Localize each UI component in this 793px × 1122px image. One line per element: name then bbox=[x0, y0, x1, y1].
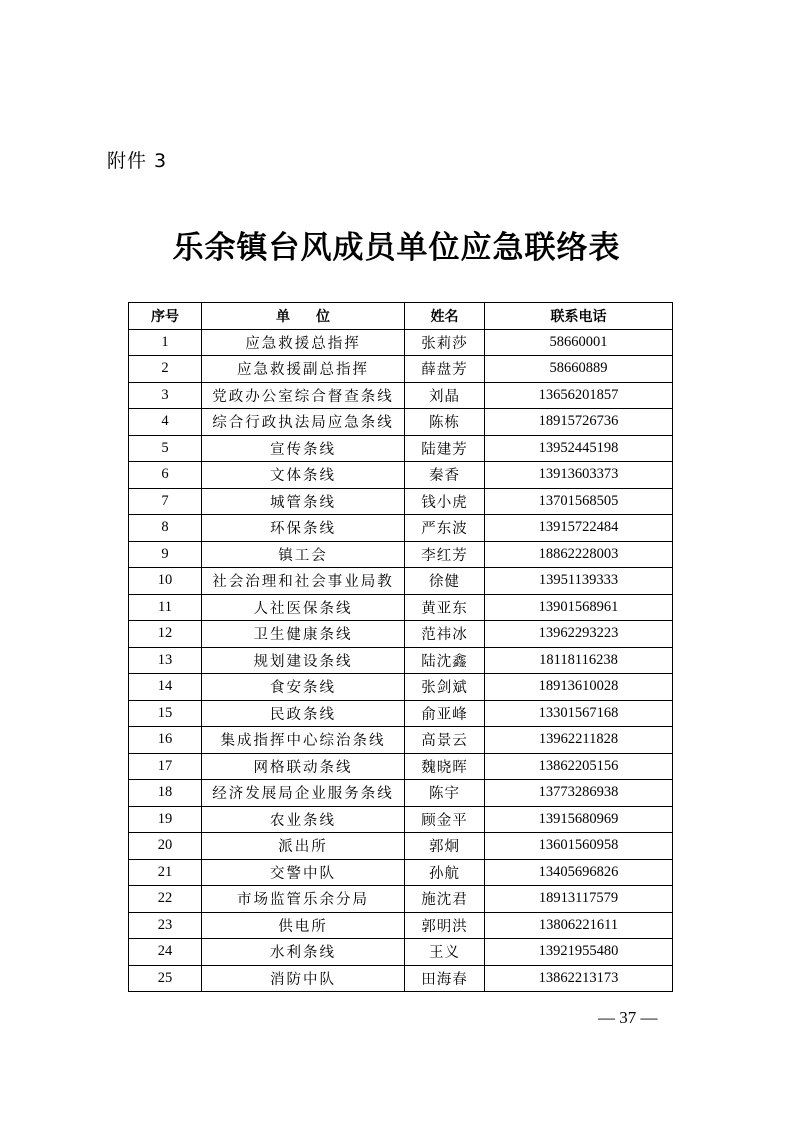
row-name: 陈栋 bbox=[405, 409, 485, 436]
table-row bbox=[129, 753, 673, 780]
row-name: 郭明洪 bbox=[405, 912, 485, 939]
row-phone: 13962211828 bbox=[485, 727, 673, 754]
row-name: 陈宇 bbox=[405, 780, 485, 807]
row-index: 12 bbox=[129, 621, 202, 648]
row-index: 14 bbox=[129, 674, 202, 701]
row-index: 25 bbox=[129, 965, 202, 992]
row-phone: 13952445198 bbox=[485, 435, 673, 462]
row-phone: 18862228003 bbox=[485, 541, 673, 568]
row-name: 张剑斌 bbox=[405, 674, 485, 701]
header-phone: 联系电话 bbox=[485, 303, 673, 330]
table-row bbox=[129, 621, 673, 648]
row-unit: 应急救援副总指挥 bbox=[202, 356, 405, 383]
row-phone: 13915722484 bbox=[485, 515, 673, 542]
row-phone: 13301567168 bbox=[485, 700, 673, 727]
row-name: 高景云 bbox=[405, 727, 485, 754]
row-unit: 宣传条线 bbox=[202, 435, 405, 462]
header-unit: 单位 bbox=[202, 303, 405, 330]
table-row bbox=[129, 939, 673, 966]
row-index: 3 bbox=[129, 382, 202, 409]
row-index: 9 bbox=[129, 541, 202, 568]
row-phone: 13773286938 bbox=[485, 780, 673, 807]
row-phone: 13962293223 bbox=[485, 621, 673, 648]
row-index: 5 bbox=[129, 435, 202, 462]
row-name: 孙航 bbox=[405, 859, 485, 886]
row-index: 2 bbox=[129, 356, 202, 383]
row-index: 15 bbox=[129, 700, 202, 727]
row-index: 13 bbox=[129, 647, 202, 674]
row-index: 17 bbox=[129, 753, 202, 780]
row-name: 魏晓晖 bbox=[405, 753, 485, 780]
row-index: 22 bbox=[129, 886, 202, 913]
row-unit: 镇工会 bbox=[202, 541, 405, 568]
row-index: 19 bbox=[129, 806, 202, 833]
table-row bbox=[129, 727, 673, 754]
row-name: 田海春 bbox=[405, 965, 485, 992]
page-title: 乐余镇台风成员单位应急联络表 bbox=[172, 230, 621, 266]
row-index: 7 bbox=[129, 488, 202, 515]
row-name: 陆建芳 bbox=[405, 435, 485, 462]
row-unit: 供电所 bbox=[202, 912, 405, 939]
table-row bbox=[129, 780, 673, 807]
header-name: 姓名 bbox=[405, 303, 485, 330]
table-row bbox=[129, 859, 673, 886]
row-phone: 13951139333 bbox=[485, 568, 673, 595]
row-phone: 13901568961 bbox=[485, 594, 673, 621]
row-name: 徐健 bbox=[405, 568, 485, 595]
table-row bbox=[129, 647, 673, 674]
row-name: 范祎冰 bbox=[405, 621, 485, 648]
row-phone: 13656201857 bbox=[485, 382, 673, 409]
row-unit: 城管条线 bbox=[202, 488, 405, 515]
row-unit: 市场监管乐余分局 bbox=[202, 886, 405, 913]
table-header-row bbox=[129, 303, 673, 330]
row-unit: 农业条线 bbox=[202, 806, 405, 833]
page-number: — 37 — bbox=[598, 1008, 658, 1027]
table-row bbox=[129, 382, 673, 409]
row-unit: 环保条线 bbox=[202, 515, 405, 542]
row-unit: 派出所 bbox=[202, 833, 405, 860]
row-index: 21 bbox=[129, 859, 202, 886]
row-index: 20 bbox=[129, 833, 202, 860]
row-name: 张莉莎 bbox=[405, 329, 485, 356]
row-index: 4 bbox=[129, 409, 202, 436]
row-unit: 卫生健康条线 bbox=[202, 621, 405, 648]
row-unit: 党政办公室综合督查条线 bbox=[202, 382, 405, 409]
table-row bbox=[129, 568, 673, 595]
row-unit: 文体条线 bbox=[202, 462, 405, 489]
row-index: 11 bbox=[129, 594, 202, 621]
table-row bbox=[129, 594, 673, 621]
row-name: 严东波 bbox=[405, 515, 485, 542]
header-index: 序号 bbox=[129, 303, 202, 330]
row-phone: 13601560958 bbox=[485, 833, 673, 860]
row-name: 施沈君 bbox=[405, 886, 485, 913]
row-phone: 13701568505 bbox=[485, 488, 673, 515]
table-row bbox=[129, 965, 673, 992]
table-row bbox=[129, 886, 673, 913]
row-phone: 13806221611 bbox=[485, 912, 673, 939]
attachment-label: 附件 3 bbox=[107, 150, 168, 172]
table-row bbox=[129, 833, 673, 860]
row-name: 李红芳 bbox=[405, 541, 485, 568]
row-index: 23 bbox=[129, 912, 202, 939]
row-phone: 13862205156 bbox=[485, 753, 673, 780]
row-unit: 消防中队 bbox=[202, 965, 405, 992]
row-phone: 58660001 bbox=[485, 329, 673, 356]
table-row bbox=[129, 674, 673, 701]
row-unit: 社会治理和社会事业局教 bbox=[202, 568, 405, 595]
table-row bbox=[129, 515, 673, 542]
table-row bbox=[129, 329, 673, 356]
row-unit: 网格联动条线 bbox=[202, 753, 405, 780]
row-phone: 18915726736 bbox=[485, 409, 673, 436]
table-body bbox=[129, 329, 673, 992]
row-phone: 58660889 bbox=[485, 356, 673, 383]
row-name: 俞亚峰 bbox=[405, 700, 485, 727]
contact-table bbox=[128, 302, 673, 992]
row-index: 24 bbox=[129, 939, 202, 966]
table-row bbox=[129, 435, 673, 462]
row-unit: 人社医保条线 bbox=[202, 594, 405, 621]
row-index: 8 bbox=[129, 515, 202, 542]
row-index: 1 bbox=[129, 329, 202, 356]
row-unit: 规划建设条线 bbox=[202, 647, 405, 674]
table-row bbox=[129, 541, 673, 568]
table-row bbox=[129, 912, 673, 939]
row-unit: 综合行政执法局应急条线 bbox=[202, 409, 405, 436]
row-index: 10 bbox=[129, 568, 202, 595]
row-unit: 集成指挥中心综治条线 bbox=[202, 727, 405, 754]
row-name: 秦香 bbox=[405, 462, 485, 489]
row-name: 钱小虎 bbox=[405, 488, 485, 515]
row-name: 顾金平 bbox=[405, 806, 485, 833]
table-row bbox=[129, 409, 673, 436]
row-index: 16 bbox=[129, 727, 202, 754]
row-name: 陆沈鑫 bbox=[405, 647, 485, 674]
table-row bbox=[129, 356, 673, 383]
row-phone: 18118116238 bbox=[485, 647, 673, 674]
row-unit: 交警中队 bbox=[202, 859, 405, 886]
row-unit: 水利条线 bbox=[202, 939, 405, 966]
row-phone: 13913603373 bbox=[485, 462, 673, 489]
table-row bbox=[129, 488, 673, 515]
row-name: 刘晶 bbox=[405, 382, 485, 409]
row-phone: 13915680969 bbox=[485, 806, 673, 833]
row-phone: 18913610028 bbox=[485, 674, 673, 701]
table-row bbox=[129, 806, 673, 833]
row-index: 18 bbox=[129, 780, 202, 807]
table-row bbox=[129, 700, 673, 727]
row-unit: 民政条线 bbox=[202, 700, 405, 727]
row-phone: 13862213173 bbox=[485, 965, 673, 992]
row-phone: 18913117579 bbox=[485, 886, 673, 913]
row-phone: 13405696826 bbox=[485, 859, 673, 886]
row-unit: 应急救援总指挥 bbox=[202, 329, 405, 356]
table-row bbox=[129, 462, 673, 489]
row-phone: 13921955480 bbox=[485, 939, 673, 966]
row-index: 6 bbox=[129, 462, 202, 489]
row-name: 黄亚东 bbox=[405, 594, 485, 621]
row-name: 王义 bbox=[405, 939, 485, 966]
row-name: 郭炯 bbox=[405, 833, 485, 860]
row-unit: 食安条线 bbox=[202, 674, 405, 701]
row-unit: 经济发展局企业服务条线 bbox=[202, 780, 405, 807]
row-name: 薛盘芳 bbox=[405, 356, 485, 383]
